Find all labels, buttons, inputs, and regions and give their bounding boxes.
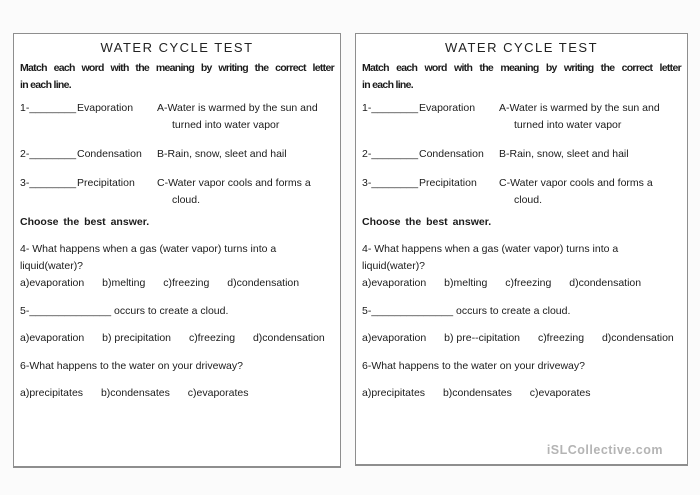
match-number-blank: 2-________ xyxy=(362,148,419,160)
question-4-text: 4- What happens when a gas (water vapor) turns into a liquid(water)? xyxy=(20,243,277,272)
definition-line: turned into water vapor xyxy=(172,119,280,131)
match-term: Precipitation xyxy=(419,177,477,189)
match-term: Condensation xyxy=(419,148,484,160)
match-row xyxy=(362,146,681,163)
islcollective-watermark: iSLCollective.com xyxy=(546,443,663,457)
question-5-stem: occurs to create a cloud. xyxy=(114,305,229,317)
match-row xyxy=(362,100,681,134)
option-label: d)condensation xyxy=(252,332,325,344)
question-5-blank: 5-______________ xyxy=(362,305,454,317)
match-definition xyxy=(499,175,681,209)
matching-section xyxy=(20,100,334,209)
question-5-options xyxy=(362,330,681,347)
option-label: a)precipitates xyxy=(362,387,426,399)
intro-instructions xyxy=(20,60,334,94)
intro-line-2: in each line. xyxy=(20,79,72,91)
option-label: c)evaporates xyxy=(529,387,591,399)
match-term: Evaporation xyxy=(419,102,476,114)
match-term: Evaporation xyxy=(77,102,134,114)
option-label: d)condensation xyxy=(601,332,674,344)
question-5-text xyxy=(362,303,681,320)
definition-line: C-Water vapor cools and forms a xyxy=(499,177,653,189)
question-5-text xyxy=(20,303,334,320)
match-definition xyxy=(499,100,681,134)
question-5-stem: occurs to create a cloud. xyxy=(456,305,571,317)
match-number-blank: 3-________ xyxy=(20,177,77,189)
intro-line-2: in each line. xyxy=(362,79,414,91)
question-4-options xyxy=(362,275,681,292)
option-label: a)evaporation xyxy=(362,277,427,289)
question-6-options xyxy=(20,385,334,402)
definition-line: A-Water is warmed by the sun and xyxy=(157,102,318,114)
option-label: c)evaporates xyxy=(187,387,249,399)
option-label: b) precipitation xyxy=(102,332,172,344)
option-label: a)evaporation xyxy=(362,332,427,344)
intro-instructions xyxy=(362,60,681,94)
option-label: b)melting xyxy=(444,277,488,289)
question-5-blank: 5-______________ xyxy=(20,305,112,317)
definition-line: turned into water vapor xyxy=(514,119,622,131)
match-definition xyxy=(157,175,334,209)
question-4-options xyxy=(20,275,334,292)
option-label: d)condensation xyxy=(227,277,300,289)
definition-line: cloud. xyxy=(172,194,201,206)
match-row xyxy=(20,100,334,134)
option-label: b)condensates xyxy=(442,387,512,399)
choose-heading: Choose the best answer. xyxy=(362,216,492,228)
option-label: a)precipitates xyxy=(20,387,84,399)
option-label: b)melting xyxy=(102,277,146,289)
match-number-blank: 1-________ xyxy=(20,102,77,114)
choose-heading: Choose the best answer. xyxy=(20,216,150,228)
matching-section xyxy=(362,100,681,209)
option-label: c)freezing xyxy=(537,332,585,344)
option-label: c)freezing xyxy=(163,277,210,289)
match-number-blank: 1-________ xyxy=(362,102,419,114)
match-row xyxy=(20,175,334,209)
match-definition xyxy=(157,100,334,134)
match-term: Condensation xyxy=(77,148,142,160)
intro-line-1: Match each word with the meaning by writing the correct letter xyxy=(362,62,681,74)
question-6-options xyxy=(362,385,681,402)
match-row xyxy=(362,175,681,209)
match-number-blank: 3-________ xyxy=(362,177,419,189)
match-row xyxy=(20,146,334,163)
match-definition xyxy=(157,146,334,163)
option-label: a)evaporation xyxy=(20,332,85,344)
match-term: Precipitation xyxy=(77,177,135,189)
panel-title: WATER CYCLE TEST xyxy=(100,40,254,55)
panel-title: WATER CYCLE TEST xyxy=(444,40,599,55)
match-number-blank: 2-________ xyxy=(20,148,77,160)
intro-line-1: Match each word with the meaning by writing the correct letter xyxy=(20,62,334,74)
match-definition xyxy=(499,146,681,163)
worksheet-panel-left xyxy=(13,33,341,468)
option-label: c)freezing xyxy=(188,332,236,344)
definition-line: C-Water vapor cools and forms a xyxy=(157,177,311,189)
question-5-options xyxy=(20,330,334,347)
question-6-text: 6-What happens to the water on your driveway? xyxy=(362,360,585,372)
option-label: a)evaporation xyxy=(20,277,85,289)
definition-line: B-Rain, snow, sleet and hail xyxy=(157,148,287,160)
option-label: c)freezing xyxy=(505,277,552,289)
option-label: b)condensates xyxy=(100,387,170,399)
definition-line: B-Rain, snow, sleet and hail xyxy=(499,148,629,160)
definition-line: A-Water is warmed by the sun and xyxy=(499,102,660,114)
option-label: d)condensation xyxy=(569,277,642,289)
worksheet-panel-right xyxy=(355,33,688,466)
option-label: b) pre--cipitation xyxy=(444,332,521,344)
question-6-text: 6-What happens to the water on your driveway? xyxy=(20,360,243,372)
definition-line: cloud. xyxy=(514,194,543,206)
question-4-text: 4- What happens when a gas (water vapor) turns into a liquid(water)? xyxy=(362,243,619,272)
